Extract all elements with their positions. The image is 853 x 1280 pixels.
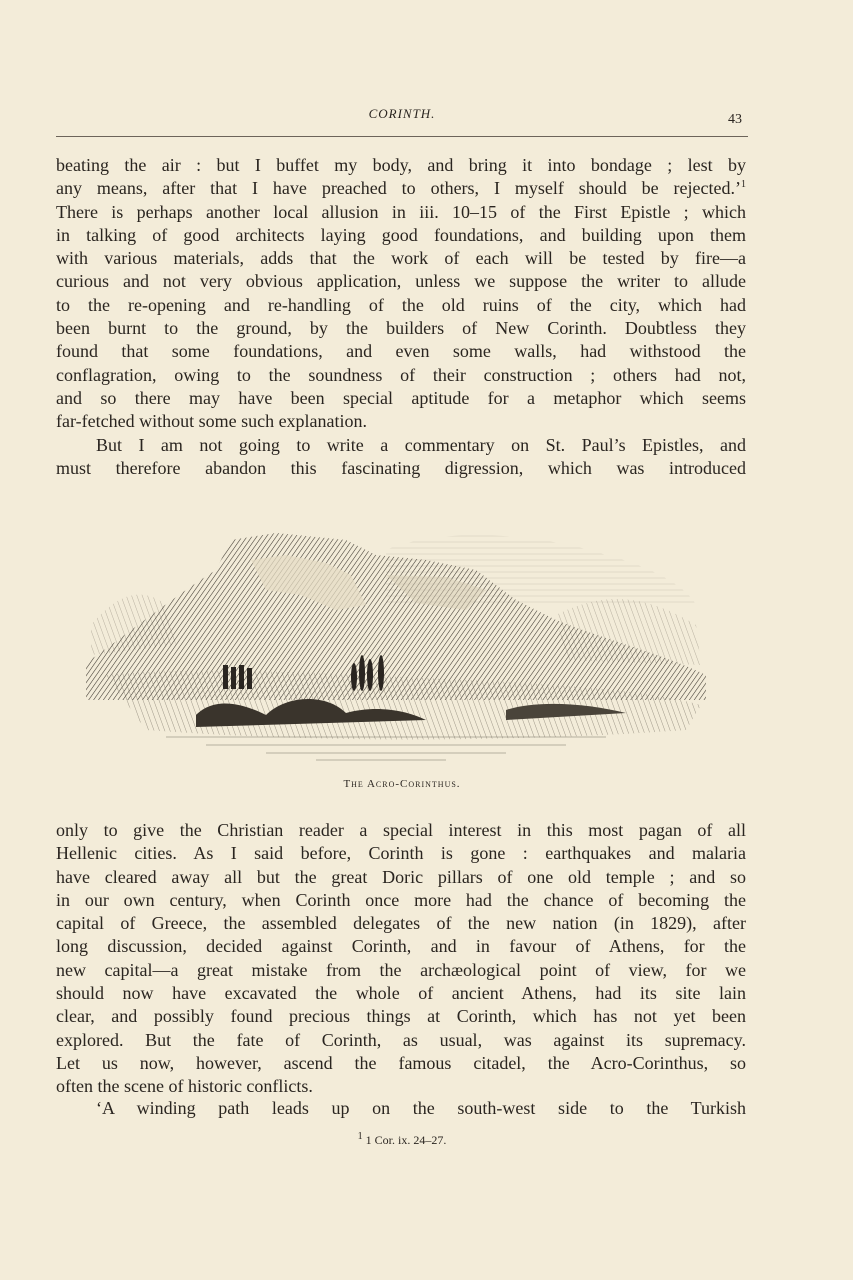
paragraph-second — [56, 434, 746, 481]
page-number: 43 — [728, 112, 742, 127]
text-line: often the scene of historic conflicts. — [56, 1076, 313, 1097]
text-line: any means, after that I have preached to others, I myself should be rejected.’$^1$ — [56, 178, 746, 199]
paragraph-last — [56, 1097, 746, 1120]
text-line: Let us now, however, ascend the famous citadel, the Acro-Corinthus, so — [56, 1052, 746, 1073]
figure-caption: The Acro-Corinthus. — [343, 778, 461, 790]
text-line: have cleared away all but the great Doric pillars of one old temple ; and so — [56, 866, 746, 887]
text-line: beating the air : but I buffet my body, and bring it into bondage ; lest by — [56, 155, 746, 175]
text-line: far-fetched without some such explanation. — [56, 411, 368, 432]
text-line: But I am not going to write a commentary on St. Paul’s Epistles, and — [96, 435, 746, 455]
footnote-text: 1 Cor. ix. 24–27. — [365, 1133, 447, 1147]
text-line: been burnt to the ground, by the builders of New Corinth. Doubtless they — [56, 318, 746, 339]
text-line: in our own century, when Corinth once more had the chance of becoming the — [56, 889, 746, 910]
text-line: long discussion, decided against Corinth, and in favour of Athens, for the — [56, 936, 746, 957]
footnote-number: 1 — [357, 1131, 363, 1142]
text-line: should now have excavated the whole of ancient Athens, had its site lain — [56, 983, 746, 1004]
text-line: explored. But the fate of Corinth, as usual, was against its supremacy. — [56, 1029, 746, 1050]
running-head: CORINTH. — [368, 106, 436, 121]
text-line: to the re-opening and re-handling of the old ruins of the city, which had — [56, 294, 746, 315]
header-rule — [56, 136, 748, 137]
text-line: clear, and possibly found precious things at Corinth, which has not yet been — [56, 1006, 746, 1027]
text-line: capital of Greece, the assembled delegates of the new nation (in 1829), after — [56, 913, 746, 934]
text-line: must therefore abandon this fascinating digression, which was introduced — [56, 458, 746, 479]
text-line: ‘A winding path leads up on the south-west side to the Turkish — [96, 1098, 746, 1118]
footnote — [56, 1133, 748, 1148]
text-line: new capital—a great mistake from the archæological point of view, for we — [56, 959, 746, 980]
text-line: found that some foundations, and even some walls, had withstood the — [56, 341, 746, 362]
text-line: curious and not very obvious application, unless we suppose the writer to allude — [56, 271, 746, 292]
acro-corinthus-engraving — [86, 515, 712, 775]
text-line: with various materials, adds that the work of each will be tested by fire—a — [56, 248, 746, 269]
text-line: Hellenic cities. As I said before, Corinth is gone : earthquakes and malaria — [56, 843, 746, 864]
text-line: only to give the Christian reader a special interest in this most pagan of all — [56, 820, 746, 840]
text-line: in talking of good architects laying good foundations, and building upon them — [56, 224, 746, 245]
footnote-marker: 1 — [741, 179, 746, 191]
text-line: and so there may have been special aptitude for a metaphor which seems — [56, 387, 746, 408]
paragraph-bottom — [56, 819, 746, 1099]
paragraph-top — [56, 154, 746, 434]
text-line: conflagration, owing to the soundness of their construction ; others had not, — [56, 364, 746, 385]
text-line: There is perhaps another local allusion in iii. 10–15 of the First Epistle ; which — [56, 201, 746, 222]
